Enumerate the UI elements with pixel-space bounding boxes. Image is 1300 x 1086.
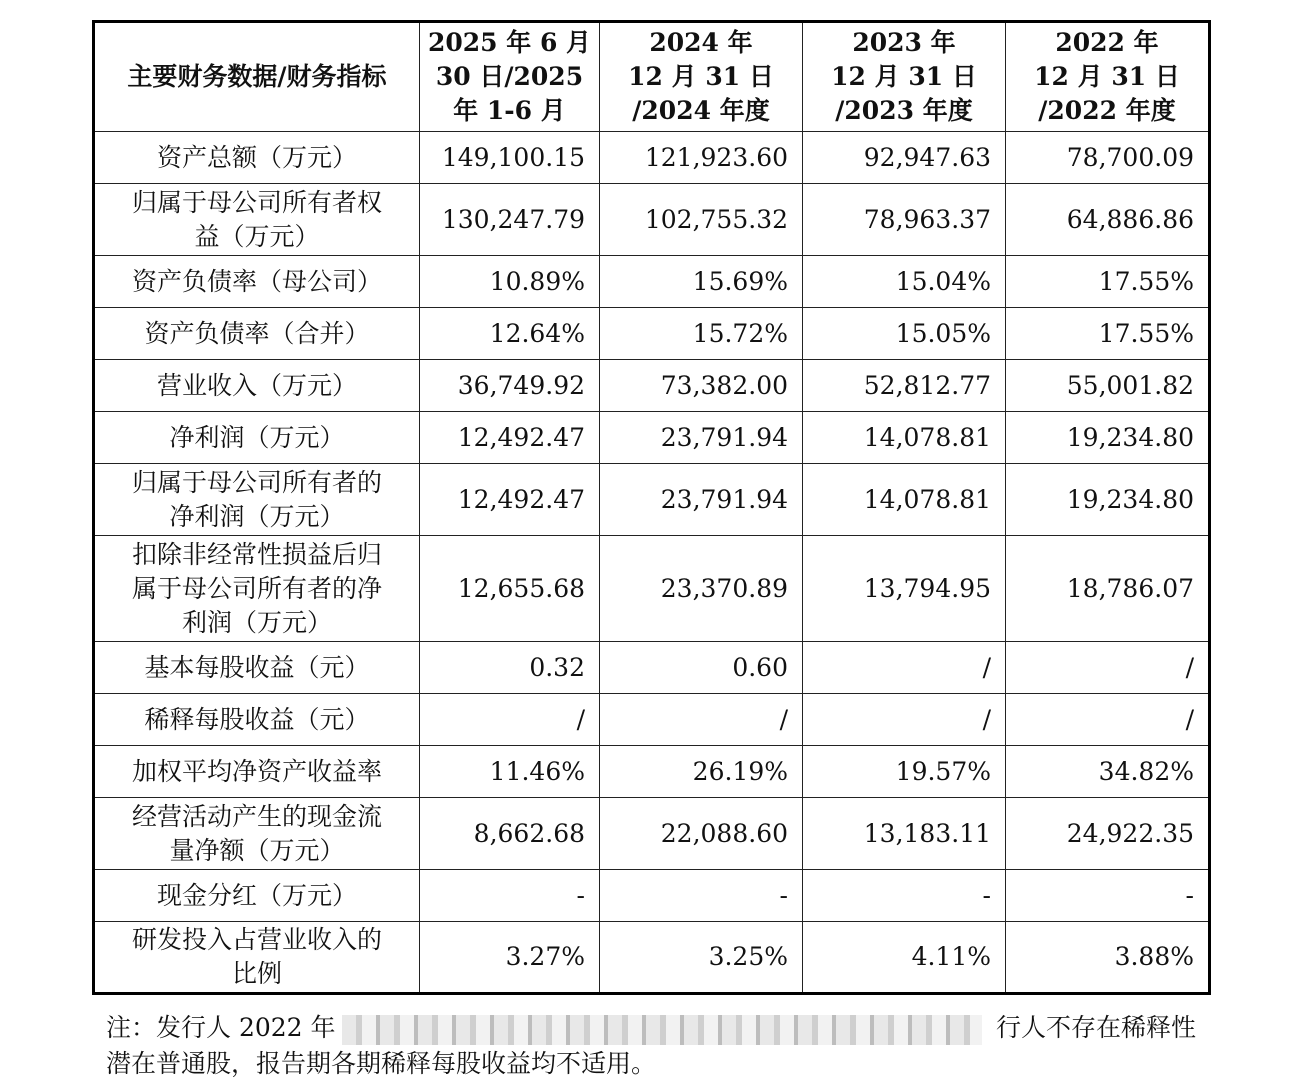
redaction-block (342, 1015, 982, 1045)
header-line: 主要财务数据/财务指标 (127, 62, 387, 91)
row-label: 扣除非经常性损益后归 属于母公司所有者的净 利润（万元） (94, 536, 420, 642)
cell-2022: - (1006, 870, 1210, 922)
cell-2024: 15.72% (600, 308, 803, 360)
cell-2023: 14,078.81 (803, 412, 1006, 464)
row-label: 净利润（万元） (94, 412, 420, 464)
cell-2024: - (600, 870, 803, 922)
cell-2022: 17.55% (1006, 308, 1210, 360)
cell-2022: 55,001.82 (1006, 360, 1210, 412)
row-label: 现金分红（万元） (94, 870, 420, 922)
row-label: 稀释每股收益（元） (94, 694, 420, 746)
cell-2022: 17.55% (1006, 256, 1210, 308)
cell-2022: 3.88% (1006, 922, 1210, 994)
footnote-end-text: 行人不存在稀释性 (995, 1013, 1196, 1042)
cell-2025h1: 3.27% (420, 922, 600, 994)
row-label: 资产总额（万元） (94, 132, 420, 184)
cell-2023: 52,812.77 (803, 360, 1006, 412)
cell-2023: 15.04% (803, 256, 1006, 308)
cell-2023: - (803, 870, 1006, 922)
footnote-line-1 (106, 1010, 1196, 1046)
cell-2023: 15.05% (803, 308, 1006, 360)
table-row (94, 536, 1210, 642)
cell-2025h1: 36,749.92 (420, 360, 600, 412)
header-line: 12 月 31 日 (628, 62, 774, 91)
cell-2023: / (803, 694, 1006, 746)
cell-2024: 23,370.89 (600, 536, 803, 642)
row-label: 经营活动产生的现金流 量净额（万元） (94, 798, 420, 870)
cell-2023: 78,963.37 (803, 184, 1006, 256)
table-row (94, 132, 1210, 184)
cell-2024: 73,382.00 (600, 360, 803, 412)
cell-2022: 24,922.35 (1006, 798, 1210, 870)
header-line: 30 日/2025 (435, 62, 584, 91)
header-line: /2024 年度 (632, 96, 770, 125)
table-row (94, 922, 1210, 994)
header-2023 (803, 22, 1006, 132)
cell-2025h1: 130,247.79 (420, 184, 600, 256)
financial-data-table (92, 20, 1211, 995)
row-label: 营业收入（万元） (94, 360, 420, 412)
cell-2024: / (600, 694, 803, 746)
header-2022 (1006, 22, 1210, 132)
cell-2024: 121,923.60 (600, 132, 803, 184)
header-indicator (94, 22, 420, 132)
table-row (94, 184, 1210, 256)
footnote-start-text: 注：发行人 2022 年 (106, 1013, 336, 1042)
cell-2025h1: 8,662.68 (420, 798, 600, 870)
cell-2025h1: 10.89% (420, 256, 600, 308)
table-row (94, 464, 1210, 536)
cell-2022: 64,886.86 (1006, 184, 1210, 256)
table-row (94, 412, 1210, 464)
header-line: 12 月 31 日 (831, 62, 977, 91)
cell-2023: / (803, 642, 1006, 694)
cell-2022: 19,234.80 (1006, 412, 1210, 464)
footnote-line-2: 潜在普通股，报告期各期稀释每股收益均不适用。 (106, 1049, 657, 1078)
header-line: /2023 年度 (835, 96, 973, 125)
table-row (94, 308, 1210, 360)
cell-2023: 14,078.81 (803, 464, 1006, 536)
header-line: 12 月 31 日 (1034, 62, 1180, 91)
cell-2025h1: 12,492.47 (420, 412, 600, 464)
cell-2024: 102,755.32 (600, 184, 803, 256)
header-line: 2023 年 (852, 28, 956, 57)
row-label: 归属于母公司所有者的 净利润（万元） (94, 464, 420, 536)
cell-2023: 19.57% (803, 746, 1006, 798)
cell-2024: 3.25% (600, 922, 803, 994)
table-row (94, 256, 1210, 308)
row-label: 归属于母公司所有者权 益（万元） (94, 184, 420, 256)
row-label: 加权平均净资产收益率 (94, 746, 420, 798)
cell-2023: 13,794.95 (803, 536, 1006, 642)
header-2024 (600, 22, 803, 132)
cell-2025h1: 149,100.15 (420, 132, 600, 184)
cell-2022: 78,700.09 (1006, 132, 1210, 184)
cell-2024: 26.19% (600, 746, 803, 798)
header-line: 年 1-6 月 (453, 96, 566, 125)
cell-2022: / (1006, 642, 1210, 694)
cell-2023: 13,183.11 (803, 798, 1006, 870)
cell-2025h1: 12.64% (420, 308, 600, 360)
cell-2025h1: 12,655.68 (420, 536, 600, 642)
header-line: /2022 年度 (1038, 96, 1176, 125)
cell-2025h1: 0.32 (420, 642, 600, 694)
header-2025h1 (420, 22, 600, 132)
cell-2025h1: / (420, 694, 600, 746)
row-label: 基本每股收益（元） (94, 642, 420, 694)
table-row (94, 642, 1210, 694)
cell-2022: / (1006, 694, 1210, 746)
cell-2025h1: 11.46% (420, 746, 600, 798)
cell-2024: 15.69% (600, 256, 803, 308)
cell-2024: 22,088.60 (600, 798, 803, 870)
cell-2025h1: - (420, 870, 600, 922)
row-label: 资产负债率（母公司） (94, 256, 420, 308)
cell-2023: 4.11% (803, 922, 1006, 994)
cell-2025h1: 12,492.47 (420, 464, 600, 536)
table-row (94, 870, 1210, 922)
cell-2022: 19,234.80 (1006, 464, 1210, 536)
row-label: 资产负债率（合并） (94, 308, 420, 360)
table-row (94, 746, 1210, 798)
cell-2023: 92,947.63 (803, 132, 1006, 184)
table-row (94, 360, 1210, 412)
cell-2024: 0.60 (600, 642, 803, 694)
header-line: 2024 年 (649, 28, 753, 57)
footnote-line-1-left (106, 1010, 982, 1046)
table-row (94, 694, 1210, 746)
header-line: 2025 年 6 月 (427, 28, 592, 57)
table-header-row (94, 22, 1210, 132)
footnote (106, 1010, 1196, 1082)
table-row (94, 798, 1210, 870)
cell-2022: 34.82% (1006, 746, 1210, 798)
header-line: 2022 年 (1055, 28, 1159, 57)
cell-2024: 23,791.94 (600, 464, 803, 536)
cell-2022: 18,786.07 (1006, 536, 1210, 642)
row-label: 研发投入占营业收入的 比例 (94, 922, 420, 994)
cell-2024: 23,791.94 (600, 412, 803, 464)
